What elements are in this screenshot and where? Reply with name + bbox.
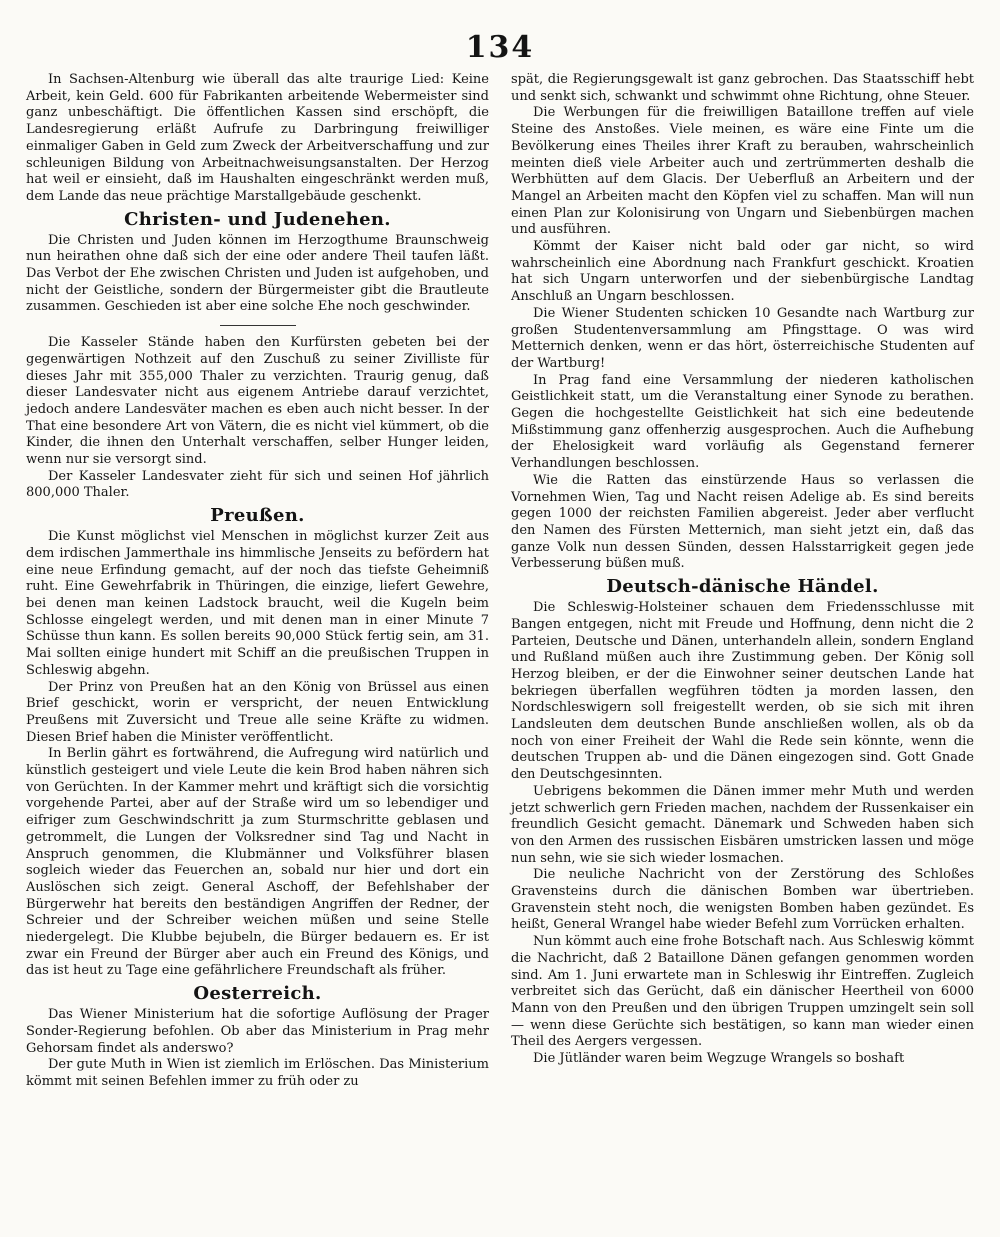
paragraph-prag: In Prag fand eine Versammlung der niederen katholischen Geistlichkeit statt, um die Veranstaltung einer Synode zu berathen. Gegen die hochgestellte Geistlichkeit hat sich eine bedeutende Mißstimmung ganz offenherzig ausgesprochen. Auch die Aufhebung der Ehelosigkeit ward vorläufig als Gegenstand fernerer Verhandlungen beschlossen. <box>511 372 974 472</box>
heading-preussen: Preußen. <box>210 505 305 527</box>
paragraph-christen: Die Christen und Juden können im Herzogthume Braunschweig nun heirathen ohne daß sich der eine oder andere Theil taufen läßt. Das Verbot der Ehe zwischen Christen und Juden ist aufgehoben, und nicht der Geistliche, sondern der Bürgermeister gibt die Brautleute zusammen. Geschieden ist aber eine solche Ehe noch geschwinder. <box>26 232 489 315</box>
paragraph-preussen-1: Die Kunst möglichst viel Menschen in möglichst kurzer Zeit aus dem irdischen Jammerthale ins himmlische Jenseits zu befördern hat eine neue Erfindung gemacht, auf der noch das tiefste Geheimniß ruht. Eine Gewehrfabrik in Thüringen, die einzige, liefert Gewehre, bei denen man keinen Ladstock braucht, weil die Kugeln beim Schlosse eingelegt werden, und mit denen man in einer Minute 7 Schüsse thun kann. Es sollen bereits 90,000 Stück fertig sein, am 31. Mai sollten einige hundert mit Schiff an die preußischen Truppen in Schleswig abgehn. <box>26 529 489 678</box>
paragraph-juetlaender: Die Jütländer waren beim Wegzuge Wrangels so boshaft <box>533 1051 905 1067</box>
section-divider <box>220 325 296 326</box>
paragraph-kassel-1: Die Kasseler Stände haben den Kurfürsten gebeten bei der gegenwärtigen Nothzeit auf den Zuschuß zu seiner Zivilliste für dieses Jahr mit 355,000 Thaler zu verzichten. Traurig genug, daß dieser Landesvater nicht aus eigenem Antriebe darauf verzichtet, jedoch andere Landesväter machen es eben auch nicht besser. In der That eine besondere Art von Vätern, die es nicht viel kümmert, ob die Kinder, die ihnen den Unterhalt verschaffen, selber Hunger leiden, wenn nur sie versorgt sind. <box>26 335 489 468</box>
paragraph-botschaft: Nun kömmt auch eine frohe Botschaft nach. Aus Schleswig kömmt die Nachricht, daß 2 Bataillone Dänen gefangen genommen worden sind. Am 1. Juni erwartete man in Schleswig ihr Eintreffen. Zugleich verbreitet sich das Gerücht, daß ein dänischer Heertheil von 6000 Mann von den Preußen und den übrigen Truppen umzingelt sein soll — wenn diese Gerüchte sich bestätigen, so kann man wieder einen Theil des Aergers vergessen. <box>511 934 974 1050</box>
paragraph-preussen-2: Der Prinz von Preußen hat an den König von Brüssel aus einen Brief geschickt, worin er verspricht, der neuen Entwicklung Preußens mit Zuversicht und Treue alle seine Kräfte zu widmen. Diesen Brief haben die Minister veröffentlicht. <box>26 679 489 745</box>
paragraph-studenten: Die Wiener Studenten schicken 10 Gesandte nach Wartburg zur großen Studentenversammlung am Pfingsttage. O was wird Metternich denken, wenn er das hört, österreichische Studenten auf der Wartburg! <box>511 305 974 371</box>
paragraph-uebrigens: Uebrigens bekommen die Dänen immer mehr Muth und werden jetzt schwerlich gern Frieden machen, nachdem der Russenkaiser ein freundlich Gesicht gemacht. Dänemark und Schweden haben sich von den Armen des russischen Eisbären umstricken lassen und möge nun sehn, wie sie sich wieder losmachen. <box>511 783 974 866</box>
heading-oesterreich: Oesterreich. <box>193 983 322 1005</box>
columns <box>26 72 974 1091</box>
paragraph-sachsen: In Sachsen-Altenburg wie überall das alte traurige Lied: Keine Arbeit, kein Geld. 600 für Fabrikanten arbeitende Webermeister sind ganz unbeschäftigt. Die öffentlichen Kassen sind erschöpft, die Landesregierung erläßt Aufrufe zu Darbringung freiwilliger einmaliger Gaben in Geld zum Zweck der Arbeitverschaffung und zur schleunigen Bildung von Arbeitnachweisungsanstalten. Der Herzog hat weil er einsieht, daß im Haushalten eingeschränkt werden muß, dem Lande das neue prächtige Marstallgebäude geschenkt. <box>26 72 489 204</box>
paragraph-schleswig: Die Schleswig-Holsteiner schauen dem Friedensschlusse mit Bangen entgegen, nicht mit Freude und Hoffnung, denn nicht die 2 Parteien, Deutsche und Dänen, unterhandeln allein, sondern England und Rußland müßen auch ihre Zustimmung geben. Der König soll Herzog bleiben, er der die Einwohner seiner deutschen Lande hat bekriegen überfallen wegführen tödten ja morden lassen, den Nordschleswigern soll freigestellt werden, ob sie sich mit ihren Landsleuten dem deutschen Bunde anschließen wollen, als ob da noch von einer Freiheit der Wahl die Rede sein könnte, wenn die deutschen Truppen ab- und die Dänen eingezogen sind. Gott Gnade den Deutschgesinnten. <box>511 600 974 783</box>
paragraph-neuliche: Die neuliche Nachricht von der Zerstörung des Schloßes Gravensteins durch die dänischen Bomben war übertrieben. Gravenstein steht noch, die wenigsten Bomben haben gezündet. Es heißt, General Wrangel habe wieder Befehl zum Vorrücken erhalten. <box>511 867 974 933</box>
paragraph-oesterreich-1: Das Wiener Ministerium hat die sofortige Auflösung der Prager Sonder-Regierung befohlen. Ob aber das Ministerium in Prag mehr Gehorsam findet als anderswo? <box>26 1007 489 1056</box>
paragraph-oesterreich-2: Der gute Muth in Wien ist ziemlich im Erlöschen. Das Ministerium kömmt mit seinen Befehlen immer zu früh oder zu <box>26 1057 489 1089</box>
paragraph-continued: spät, die Regierungsgewalt ist ganz gebrochen. Das Staatsschiff hebt und senkt sich, schwankt und schwimmt ohne Richtung, ohne Steuer. <box>511 72 974 104</box>
page-number: 134 <box>465 30 535 65</box>
paragraph-ratten: Wie die Ratten das einstürzende Haus so verlassen die Vornehmen Wien, Tag und Nacht reisen Adelige ab. Es sind bereits gegen 1000 der reichsten Familien abgereist. Jeder aber verflucht den Namen des Fürsten Metternich, man sieht jetzt ein, daß das ganze Volk nun dessen Sünden, dessen Halsstarrigkeit gegen jede Verbesserung büßen muß. <box>511 472 974 572</box>
heading-deutsch-daenische-haendel: Deutsch-dänische Händel. <box>606 576 879 598</box>
paragraph-kassel-2: Der Kasseler Landesvater zieht für sich und seinen Hof jährlich 800,000 Thaler. <box>26 468 489 501</box>
paragraph-kaiser: Kömmt der Kaiser nicht bald oder gar nicht, so wird wahrscheinlich eine Abordnung nach Frankfurt geschickt. Kroatien hat sich Ungarn unterworfen und der siebenbürgische Landtag Anschluß an Ungarn beschlossen. <box>511 239 974 305</box>
heading-christen-und-judenehen: Christen- und Judenehen. <box>124 208 391 230</box>
left-column <box>26 72 489 1091</box>
paragraph-werbungen: Die Werbungen für die freiwilligen Bataillone treffen auf viele Steine des Anstoßes. Viele meinen, es wäre eine Finte um die Bevölkerung eines Theiles ihrer Kraft zu berauben, wahrscheinlich meinten dieß viele Arbeiter auch und zertrümmerten deshalb die Werbhütten auf dem Glacis. Der Ueberfluß an Arbeitern und der Mangel an Arbeiten macht den Köpfen viel zu schaffen. Man will nun einen Plan zur Kolonisirung von Ungarn und Siebenbürgen machen und ausführen. <box>511 105 974 238</box>
paragraph-preussen-3: In Berlin gährt es fortwährend, die Aufregung wird natürlich und künstlich gesteigert und viele Leute die kein Brod haben nähren sich von Gerüchten. In der Kammer mehrt und kräftigt sich die vorsichtig vorgehende Partei, aber auf der Straße wird um so lebendiger und eifriger zum Geschwindschritt ja zum Sturmschritte geblasen und getrommelt, die Lungen der Volksredner sind Tag und Nacht in Anspruch genommen, die Klubmänner und Volksführer blasen sogleich wieder das Feuerchen an, sobald nur hier und dort ein Auslöschen sich zeigt. General Aschoff, der Befehlshaber der Bürgerwehr hat bereits den beständigen Angriffen der Redner, der Schreier und der Schreiber weichen müßen und seine Stelle niedergelegt. Die Klubbe bejubeln, die Bürger bedauern es. Er ist zwar ein Freund der Bürger aber auch ein Freund des Königs, und das ist heut zu Tage eine gefährlichere Freundschaft als früher. <box>26 746 489 979</box>
right-column <box>511 72 974 1068</box>
